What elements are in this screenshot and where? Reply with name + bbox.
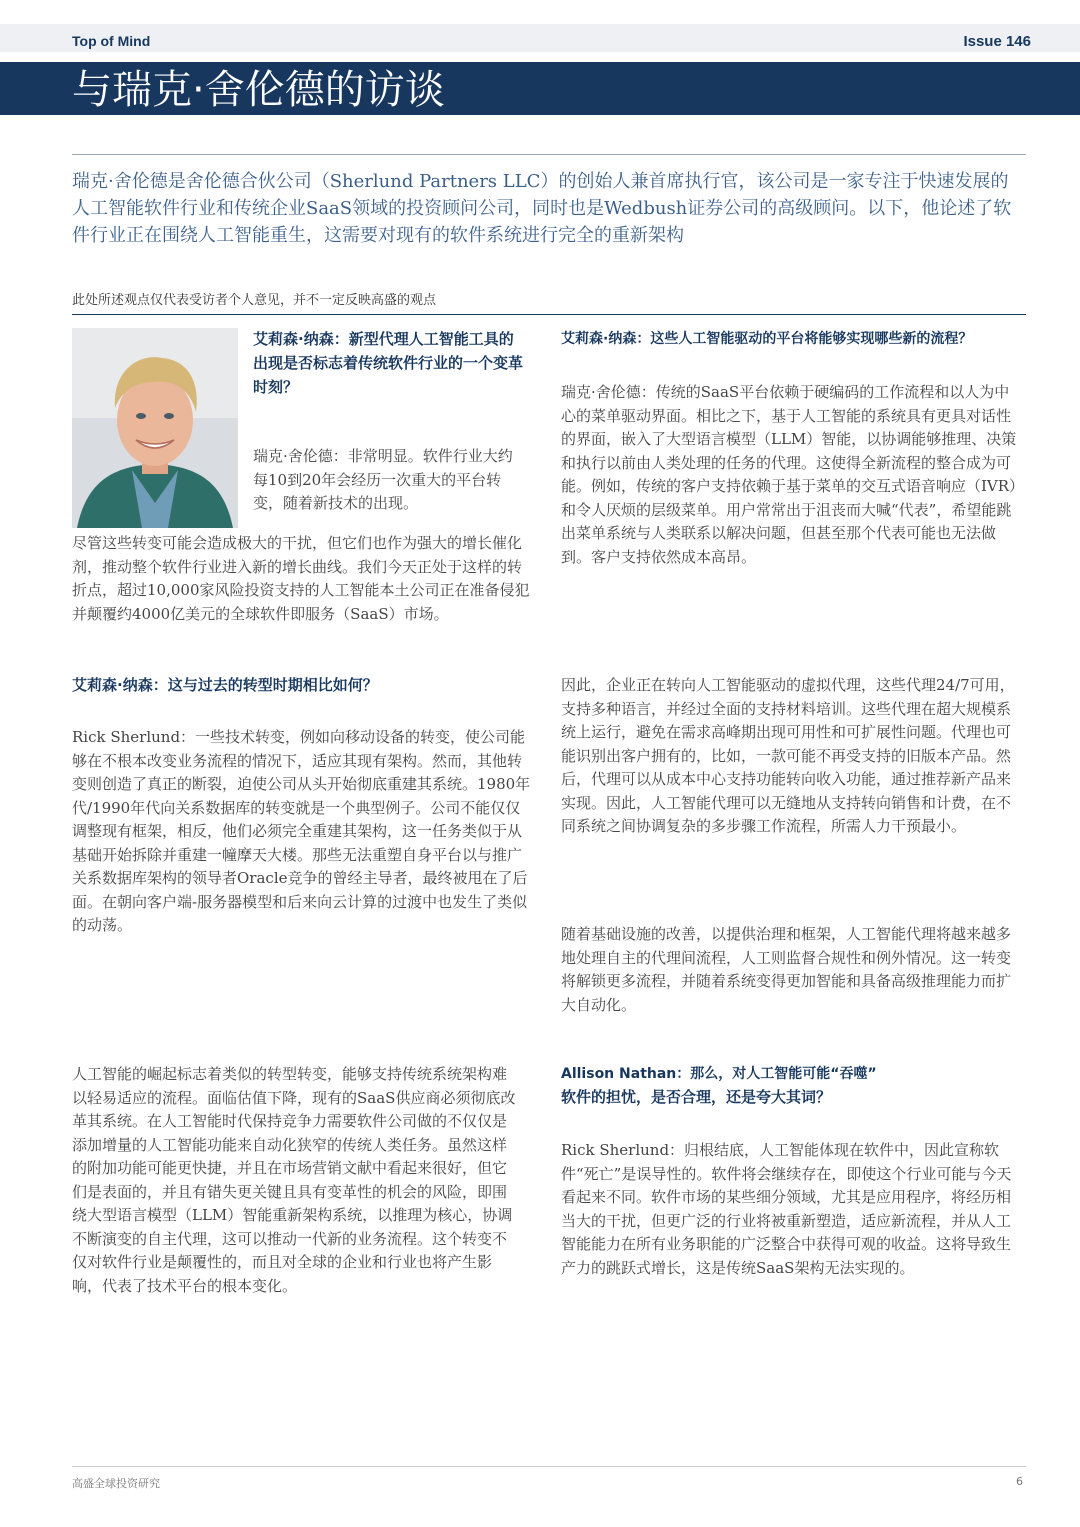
answer-2: Rick Sherlund：一些技术转变，例如向移动设备的转变，使公司能够在不根本改变业务流程的情况下，适应其现有架构。然而，其他转变则创造了真正的断裂，迫使公司从头开始彻底重建其系统。1980年代/1990年代向关系数据库的转变就是一个典型例子。公司不能仅仅调整现有框架，相反，他们必须完全重建其架构，这一任务类似于从基础开始拆除并重建一幢摩天大楼。那些无法重塑自身平台以与推广关系数据库架构的领导者Oracle竞争的曾经主导者，最终被甩在了后面。在朝向客户端-服务器模型和后来向云计算的过渡中也发生了类似的动荡。 (72, 728, 531, 934)
answer-7: Rick Sherlund：归根结底，人工智能体现在软件中，因此宣称软件“死亡”是误导性的。软件将会继续存在，即使这个行业可能与今天看起来不同。软件市场的某些细分领域，尤其是应用程序，将经历相当大的干扰，但更广泛的行业将被重新塑造，适应新流程，并从人工智能能力在所有业务职能的广泛整合中获得可观的收益。这将导致生产力的跳跃式增长，这是传统SaaS架构无法实现的。 (561, 1141, 1012, 1277)
portrait-image (72, 328, 238, 528)
intro-paragraph: 瑞克·舍伦德是舍伦德合伙公司（Sherlund Partners LLC）的创始人兼首席执行官，该公司是一家专注于快速发展的人工智能软件行业和传统企业SaaS领域的投资顾问公司，同时也是Wedbush证券公司的高级顾问。以下，他论述了软件行业正在围绕人工智能重生，这需要对现有的软件系统进行完全的重新架构 (72, 171, 1012, 246)
footer-divider (72, 1466, 1026, 1467)
question-2: 艾莉森·纳森：这与过去的转型时期相比如何？ (72, 676, 378, 694)
divider-top (72, 154, 1026, 155)
divider-disclaimer (72, 314, 1026, 315)
page-number: 6 (1016, 1475, 1023, 1488)
answer-5: 因此，企业正在转向人工智能驱动的虚拟代理，这些代理24/7可用，支持多种语言，并经过全面的支持材料培训。这些代理在超大规模系统上运行，避免在需求高峰期出现可用性和可扩展性问题。代理也可能识别出客户拥有的，比如，一款可能不再受支持的旧版本产品。然后，代理可以从成本中心支持功能转向收入功能，通过推荐新产品来实现。因此，人工智能代理可以无缝地从支持转向销售和计费，在不同系统之间协调复杂的多步骤工作流程，所需人力干预最小。 (561, 676, 1015, 835)
question-3: 艾莉森·纳森：这些人工智能驱动的平台将能够实现哪些新的流程？ (561, 331, 973, 347)
header-band (0, 24, 1080, 52)
answer-6: 随着基础设施的改善，以提供治理和框架，人工智能代理将越来越多地处理自主的代理间流程，人工则监督合规性和例外情况。这一转变将解锁更多流程，并随着系统变得更加智能和具备高级推理能力而扩大自动化。 (561, 925, 1012, 1014)
question-4-line-2: 软件的担忧，是否合理，还是夸大其词？ (561, 1088, 832, 1106)
answer-4: 瑞克·舍伦德：传统的SaaS平台依赖于硬编码的工作流程和以人为中心的菜单驱动界面。相比之下，基于人工智能的系统具有更具对话性的界面，嵌入了大型语言模型（LLM）智能，以协调能够推理、决策和执行以前由人类处理的任务的代理。这使得全新流程的整合成为可能。例如，传统的客户支持依赖于基于菜单的交互式语音响应（IVR）和令人厌烦的层级菜单。用户常常出于沮丧而大喊“代表”，希望能跳出菜单系统与人类联系以解决问题，但甚至那个代表可能也无法做到。客户支持依然成本高昂。 (561, 383, 1017, 566)
question-4-line-1: Allison Nathan：那么，对人工智能可能“吞噬” (561, 1066, 877, 1082)
answer-1-start: 瑞克·舍伦德：非常明显。软件行业大约每10到20年会经历一次重大的平台转变，随着新技术的出现。 (253, 447, 513, 512)
page-title: 与瑞克·舍伦德的访谈 (72, 67, 445, 113)
disclaimer: 此处所述观点仅代表受访者个人意见，并不一定反映高盛的观点 (72, 293, 437, 308)
answer-1-continued: 尽管这些转变可能会造成极大的干扰，但它们也作为强大的增长催化剂，推动整个软件行业进入新的增长曲线。我们今天正处于这样的转折点，超过10,000家风险投资支持的人工智能本土公司正在准备侵犯并颠覆约4000亿美元的全球软件即服务（SaaS）市场。 (72, 534, 530, 623)
answer-3: 人工智能的崛起标志着类似的转型转变，能够支持传统系统架构难以轻易适应的流程。面临估值下降，现有的SaaS供应商必须彻底改革其系统。在人工智能时代保持竞争力需要软件公司做的不仅仅是添加增量的人工智能功能来自动化狭窄的传统人类任务。虽然这样的附加功能可能更快捷，并且在市场营销文献中看起来很好，但它们是表面的，并且有错失更关键且具有变革性的机会的风险，即围绕大型语言模型（LLM）智能重新架构系统，以推理为核心，协调不断演变的自主代理，这可以推动一代新的业务流程。这个转变不仅对软件行业是颠覆性的，而且对全球的企业和行业也将产生影响，代表了技术平台的根本变化。 (72, 1065, 516, 1295)
question-1: 艾莉森·纳森：新型代理人工智能工具的出现是否标志着传统软件行业的一个变革时刻？ (253, 330, 524, 396)
footer-org: 高盛全球投资研究 (72, 1477, 160, 1490)
issue-number: Issue 146 (963, 33, 1031, 50)
publication-series: Top of Mind (72, 33, 151, 49)
interviewee-photo (72, 328, 238, 528)
